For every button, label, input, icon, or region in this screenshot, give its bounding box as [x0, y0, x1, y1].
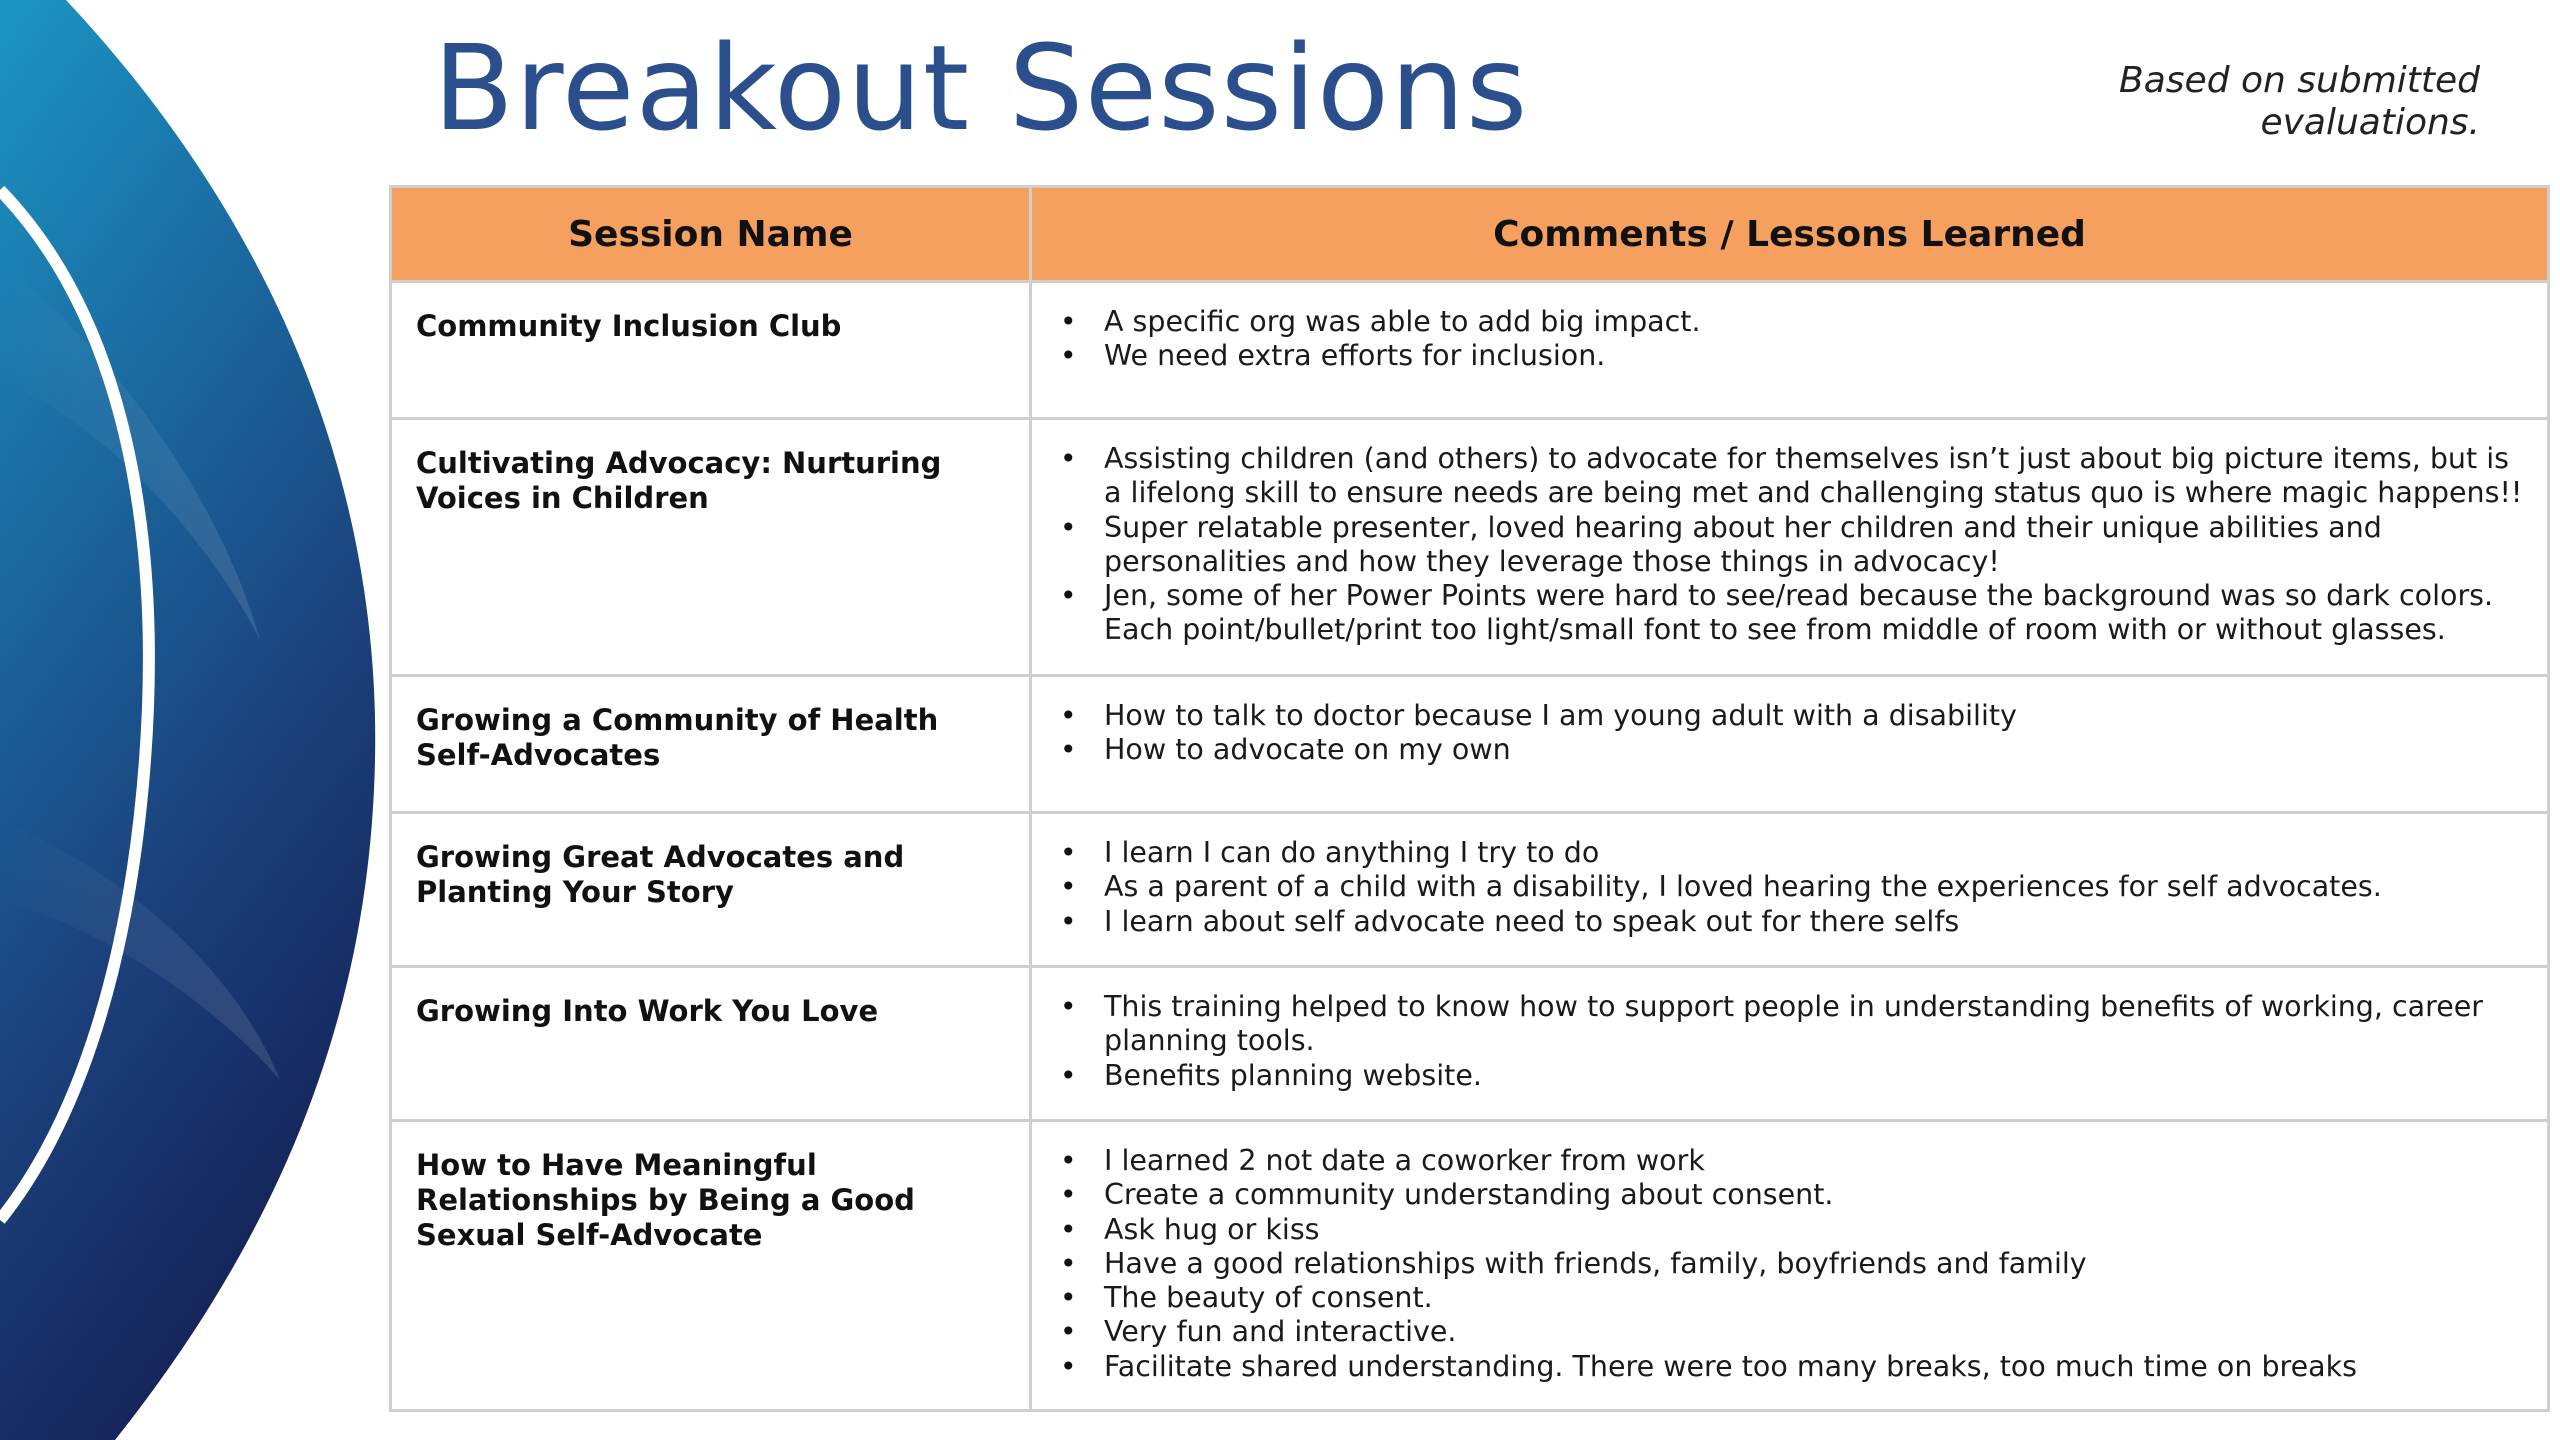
- comment-list: [1054, 699, 2527, 768]
- decorative-blue-arc: [0, 0, 420, 1440]
- comment-item: • Very fun and interactive.: [1054, 1315, 2527, 1349]
- data-source-note: Based on submitted evaluations.: [2119, 60, 2480, 143]
- table-row: [391, 419, 2549, 676]
- table-row: [391, 1121, 2549, 1411]
- session-name-cell: Community Inclusion Club: [391, 282, 1031, 419]
- comments-cell: [1031, 813, 2549, 967]
- comments-cell: [1031, 419, 2549, 676]
- comments-cell: [1031, 282, 2549, 419]
- comment-item: • I learn I can do anything I try to do: [1054, 836, 2527, 870]
- comment-item: • How to talk to doctor because I am young adult with a disability: [1054, 699, 2527, 733]
- comment-list: [1054, 442, 2527, 648]
- table-row: [391, 676, 2549, 813]
- comment-list: [1054, 990, 2527, 1093]
- comment-item: • The beauty of consent.: [1054, 1281, 2527, 1315]
- session-name-cell: Cultivating Advocacy: Nurturing Voices in Children: [391, 419, 1031, 676]
- comment-item: • Super relatable presenter, loved hearing about her children and their unique abilities and personalities and how they leverage those things in advocacy!: [1054, 511, 2527, 580]
- breakout-sessions-table: [389, 185, 2550, 1412]
- comment-item: • Jen, some of her Power Points were hard to see/read because the background was so dark colors. Each point/bullet/print too light/small font to see from middle of room with or without glasses.: [1054, 579, 2527, 648]
- comment-item: • Ask hug or kiss: [1054, 1213, 2527, 1247]
- table-row: [391, 813, 2549, 967]
- column-header-comments: Comments / Lessons Learned: [1031, 187, 2549, 282]
- comment-item: • How to advocate on my own: [1054, 733, 2527, 767]
- comment-item: • We need extra efforts for inclusion.: [1054, 339, 2527, 373]
- comment-item: • I learned 2 not date a coworker from work: [1054, 1144, 2527, 1178]
- comment-list: [1054, 1144, 2527, 1384]
- session-name-cell: How to Have Meaningful Relationships by Being a Good Sexual Self-Advocate: [391, 1121, 1031, 1411]
- comment-item: • A specific org was able to add big impact.: [1054, 305, 2527, 339]
- session-name-cell: Growing Into Work You Love: [391, 967, 1031, 1121]
- session-name-cell: Growing Great Advocates and Planting Your Story: [391, 813, 1031, 967]
- comment-item: • Benefits planning website.: [1054, 1059, 2527, 1093]
- session-name-cell: Growing a Community of Health Self-Advocates: [391, 676, 1031, 813]
- comment-list: [1054, 836, 2527, 939]
- comment-item: • As a parent of a child with a disability, I loved hearing the experiences for self advocates.: [1054, 870, 2527, 904]
- comments-cell: [1031, 1121, 2549, 1411]
- table-row: [391, 282, 2549, 419]
- page-title: Breakout Sessions: [433, 19, 1529, 157]
- comment-item: • Create a community understanding about consent.: [1054, 1178, 2527, 1212]
- comment-item: • I learn about self advocate need to speak out for there selfs: [1054, 905, 2527, 939]
- table-header-row: [391, 187, 2549, 282]
- comment-item: • Assisting children (and others) to advocate for themselves isn’t just about big picture items, but is a lifelong skill to ensure needs are being met and challenging status quo is where magic happens!!: [1054, 442, 2527, 511]
- comments-cell: [1031, 676, 2549, 813]
- comment-list: [1054, 305, 2527, 374]
- comment-item: • This training helped to know how to support people in understanding benefits of working, career planning tools.: [1054, 990, 2527, 1059]
- column-header-session-name: Session Name: [391, 187, 1031, 282]
- comment-item: • Facilitate shared understanding. There were too many breaks, too much time on breaks: [1054, 1350, 2527, 1384]
- table-row: [391, 967, 2549, 1121]
- comments-cell: [1031, 967, 2549, 1121]
- comment-item: • Have a good relationships with friends, family, boyfriends and family: [1054, 1247, 2527, 1281]
